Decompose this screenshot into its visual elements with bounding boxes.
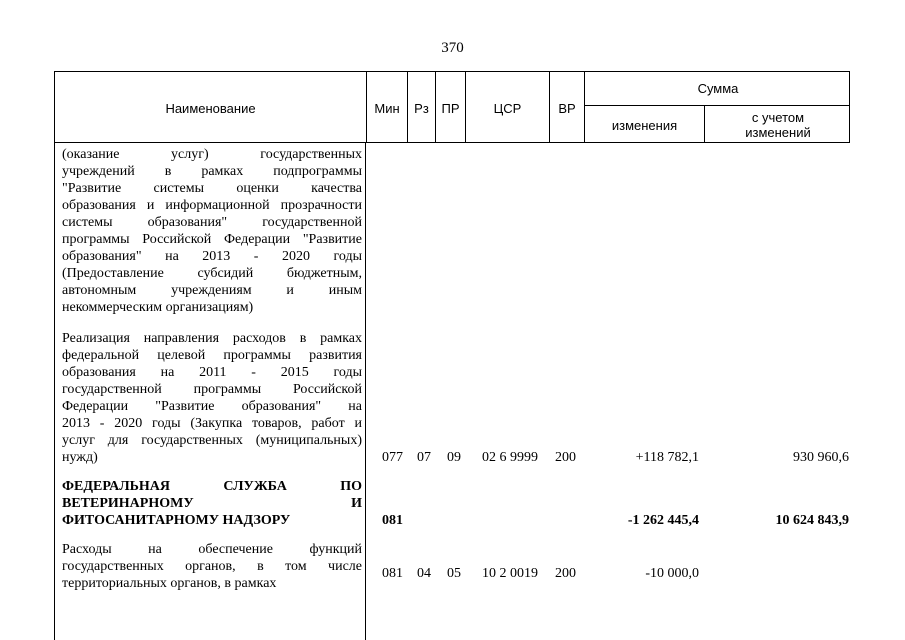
row-4-change: -10 000,0 (645, 566, 699, 581)
page-number: 370 (441, 40, 464, 56)
row-2-pr: 09 (447, 450, 461, 465)
row-2-name: Реализация направления расходов в рамках федеральной целевой программы развития образования на 2011 - 2015 годы государственной программы Российской Федерации "Развитие образования" на 2013 - 2020 годы (Закупка товаров, работ и услуг для государственных (муниципальных) нужд) (62, 331, 362, 465)
row-4-vr: 200 (555, 566, 576, 581)
row-3-name: ФЕДЕРАЛЬНАЯ СЛУЖБА ПО ВЕТЕРИНАРНОМУ И ФИТОСАНИТАРНОМУ НАДЗОРУ (62, 479, 362, 528)
row-4-name: Расходы на обеспечение функций государственных органов, в том числе территориальных органов, в рамках (62, 542, 362, 591)
table-border-name (365, 143, 366, 640)
row-4-rz: 04 (417, 566, 431, 581)
row-4-min: 081 (382, 566, 403, 581)
header-pr: ПР (441, 100, 460, 116)
row-2-vr: 200 (555, 450, 576, 465)
row-3-total: 10 624 843,9 (775, 513, 849, 528)
header-vr: ВР (558, 100, 576, 116)
row-2-total: 930 960,6 (793, 450, 849, 465)
header-summa: Сумма (697, 81, 739, 96)
table-header (54, 71, 850, 143)
table-border-left (54, 143, 55, 640)
row-2-min: 077 (382, 450, 403, 465)
header-rz: Рз (414, 100, 429, 116)
row-4-csr: 10 2 0019 (482, 566, 538, 581)
row-4-pr: 05 (447, 566, 461, 581)
row-3-change: -1 262 445,4 (627, 513, 699, 528)
header-name: Наименование (165, 100, 256, 116)
header-min: Мин (374, 100, 400, 116)
row-2-rz: 07 (417, 450, 431, 465)
row-2-csr: 02 6 9999 (482, 450, 538, 465)
row-3-min: 081 (382, 513, 403, 528)
header-with-changes: с учетом изменений (745, 110, 811, 140)
row-2-change: +118 782,1 (635, 450, 699, 465)
header-changes: изменения (611, 117, 678, 133)
header-csr: ЦСР (493, 100, 522, 116)
row-1-name: (оказание услуг) государственных учреждений в рамках подпрограммы "Развитие системы оценки качества образования и информационной прозрачности системы образования" государственной программы Российской Федерации "Развитие образования" на 2013 - 2020 годы (Предоставление субсидий бюджетным, автономным учреждениям и иным некоммерческим организациям) (62, 147, 362, 315)
